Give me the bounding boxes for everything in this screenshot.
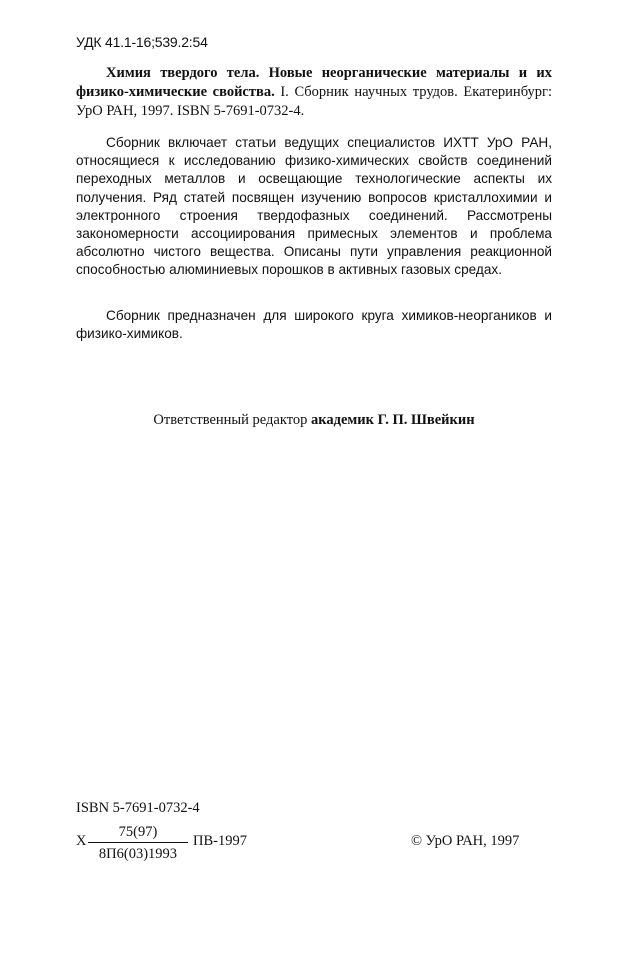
isbn-number: ISBN 5-7691-0732-4	[76, 800, 200, 816]
code-denominator: 8П6(03)1993	[98, 846, 178, 862]
book-title: Химия твердого тела. Новые неорганические материалы и их физико-химические свойства.	[76, 65, 552, 100]
code-series: ПВ-1997	[193, 833, 247, 849]
audience-paragraph: Сборник предназначен для широкого круга химиков-неоргаников и физико-химиков.	[76, 308, 552, 342]
udk-classification: УДК 41.1-16;539.2:54	[76, 34, 208, 50]
bibliographic-record	[76, 64, 552, 121]
book-details: I. Сборник научных трудов. Екатеринбург: УрО РАН, 1997. ISBN 5-7691-0732-4.	[76, 84, 552, 119]
code-numerator: 75(97)	[88, 822, 188, 843]
copyright-notice: © УрО РАН, 1997	[411, 833, 520, 849]
code-prefix: Х	[76, 833, 87, 849]
abstract-paragraph: Сборник включает статьи ведущих специалистов ИХТТ УрО РАН, относящиеся к исследованию физико-химических свойств соединений переходных металлов и освещающие технологические аспекты их получения. Ряд статей посвящен изучению вопросов кристаллохимии и электронного строения твердофазных соединений. Рассмотрены закономерности ассоциирования примесных элементов и проблема абсолютно чистого вещества. Описаны пути управления реакционной способностью алюминиевых порошков в активных газовых средах.	[76, 135, 552, 278]
editor-name: академик Г. П. Швейкин	[310, 412, 475, 428]
editor-label: Ответственный редактор	[153, 412, 311, 428]
code-fraction	[88, 822, 188, 863]
responsible-editor	[76, 412, 552, 429]
